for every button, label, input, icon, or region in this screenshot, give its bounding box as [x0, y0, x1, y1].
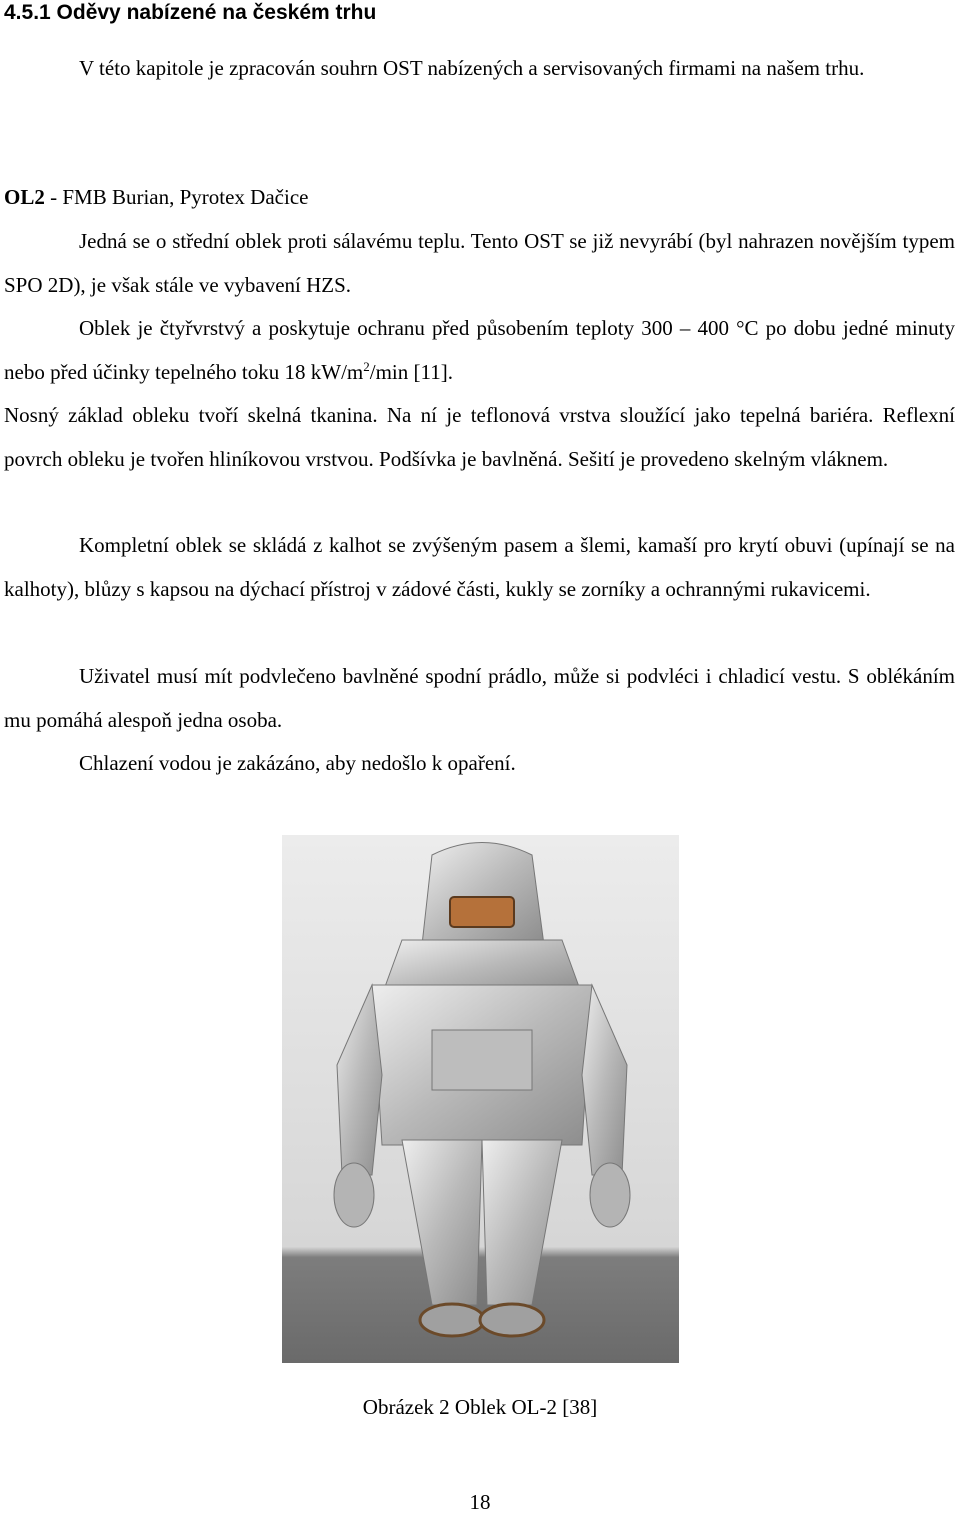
jacket-flap	[432, 1030, 532, 1090]
product-maker: - FMB Burian, Pyrotex Dačice	[44, 185, 309, 209]
hood	[422, 843, 544, 946]
paragraph-cooling: Chlazení vodou je zakázáno, aby nedošlo k opaření.	[79, 751, 516, 775]
page-number: 18	[469, 1490, 491, 1514]
product-code: OL2	[4, 185, 45, 209]
protection-text: Oblek je čtyřvrstvý a poskytuje ochranu před působením teploty 300 – 400 °C po dobu jedné minuty nebo před účinky tepelného toku 18 kW/m	[4, 316, 955, 384]
suit-photo	[282, 835, 679, 1363]
product-subheading	[4, 176, 308, 219]
protection-text-end: /min [11].	[369, 359, 453, 384]
paragraph-user: Uživatel musí mít podvlečeno bavlněné spodní prádlo, může si podvléci i chladicí vestu. S oblékáním mu pomáhá alespoň jedna osoba.	[4, 664, 955, 732]
visor	[450, 897, 514, 927]
left-glove	[334, 1163, 374, 1227]
right-glove	[590, 1163, 630, 1227]
paragraph-components: Kompletní oblek se skládá z kalhot se zvýšeným pasem a šlemi, kamaší pro krytí obuvi (upínají se na kalhoty), blůzy s kapsou na dýchací přístroj v zádové části, kukly se zorníky a ochrannými rukavicemi.	[4, 533, 955, 601]
right-boot	[480, 1304, 544, 1336]
section-heading: 4.5.1 Oděvy nabízené na českém trhu	[4, 1, 377, 24]
intro-paragraph: V této kapitole je zpracován souhrn OST nabízených a servisovaných firmami na našem trhu.	[79, 56, 865, 80]
paragraph-materials: Nosný základ obleku tvoří skelná tkanina. Na ní je teflonová vrstva sloužící jako tepelná bariéra. Reflexní povrch obleku je tvořen hliníkovou vrstvou. Podšívka je bavlněná. Sešití je provedeno skelným vláknem.	[4, 403, 955, 471]
paragraph-protection	[4, 307, 955, 394]
figure-caption: Obrázek 2 Oblek OL-2 [38]	[362, 1395, 598, 1419]
suit-illustration	[282, 835, 679, 1363]
left-boot	[420, 1304, 484, 1336]
paragraph-description: Jedná se o střední oblek proti sálavému teplu. Tento OST se již nevyrábí (byl nahrazen novějším typem SPO 2D), je však stále ve vybavení HZS.	[4, 229, 955, 297]
superscript-2: 2	[363, 358, 370, 374]
